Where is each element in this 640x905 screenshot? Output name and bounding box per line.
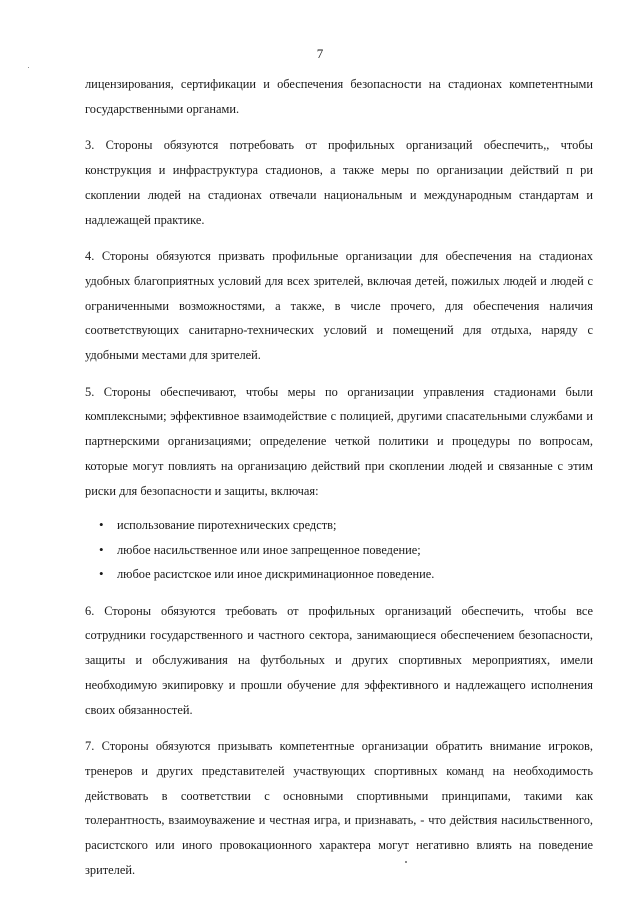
- bullet-item: • любое расистское или иное дискриминационное поведение.: [85, 562, 593, 587]
- scan-speck: [28, 67, 29, 68]
- paragraph-3: 3. Стороны обязуются потребовать от профильных организаций обеспечить,, чтобы конструкция и инфраструктура стадионов, а также меры по организации действий п ри скоплении людей на стадионах отвечали национальным и международным стандартам и надлежащей практике.: [85, 138, 593, 227]
- scan-speck: [405, 861, 407, 863]
- bullet-item: • любое насильственное или иное запрещенное поведение;: [85, 538, 593, 563]
- page-number: 7: [316, 46, 324, 61]
- paragraph-5: 5. Стороны обеспечивают, чтобы меры по организации управления стадионами были комплексными; эффективное взаимодействие с полицией, другими спасательными службами и партнерскими организациями; определение четкой политики и процедуры по вопросам, которые могут повлиять на организацию действий при скоплении людей и связанные с этим риски для безопасности и защиты, включая:: [85, 384, 593, 498]
- paragraph-7: 7. Стороны обязуются призывать компетентные организации обратить внимание игроков, тренеров и других представителей участвующих спортивных команд на необходимость действовать в соответствии с основными спортивными принципами, такими как толерантность, взаимоуважение и честная игра, и признавать, - что действия насильственного, расистского или иного провокационного характера могут негативно влиять на поведение зрителей.: [85, 739, 593, 877]
- paragraph-continuation: лицензирования, сертификации и обеспечения безопасности на стадионах компетентными государственными органами.: [85, 77, 593, 116]
- document-body: [85, 72, 593, 882]
- bullet-item: • использование пиротехнических средств;: [85, 513, 593, 538]
- bullet-list: [85, 513, 593, 587]
- paragraph-4: 4. Стороны обязуются призвать профильные организации для обеспечения на стадионах удобных благоприятных условий для всех зрителей, включая детей, пожилых людей и людей с ограниченными возможностями, а также, в числе прочего, для обеспечения наличия соответствующих санитарно-технических условий и помещений для отдыха, наряду с удобными местами для зрителей.: [85, 249, 593, 363]
- paragraph-6: 6. Стороны обязуются требовать от профильных организаций обеспечить, чтобы все сотрудники государственного и частного сектора, занимающиеся обеспечением безопасности, защиты и обслуживания на футбольных и других спортивных мероприятиях, имели необходимую экипировку и прошли обучение для эффективного и надлежащего исполнения своих обязанностей.: [85, 603, 593, 717]
